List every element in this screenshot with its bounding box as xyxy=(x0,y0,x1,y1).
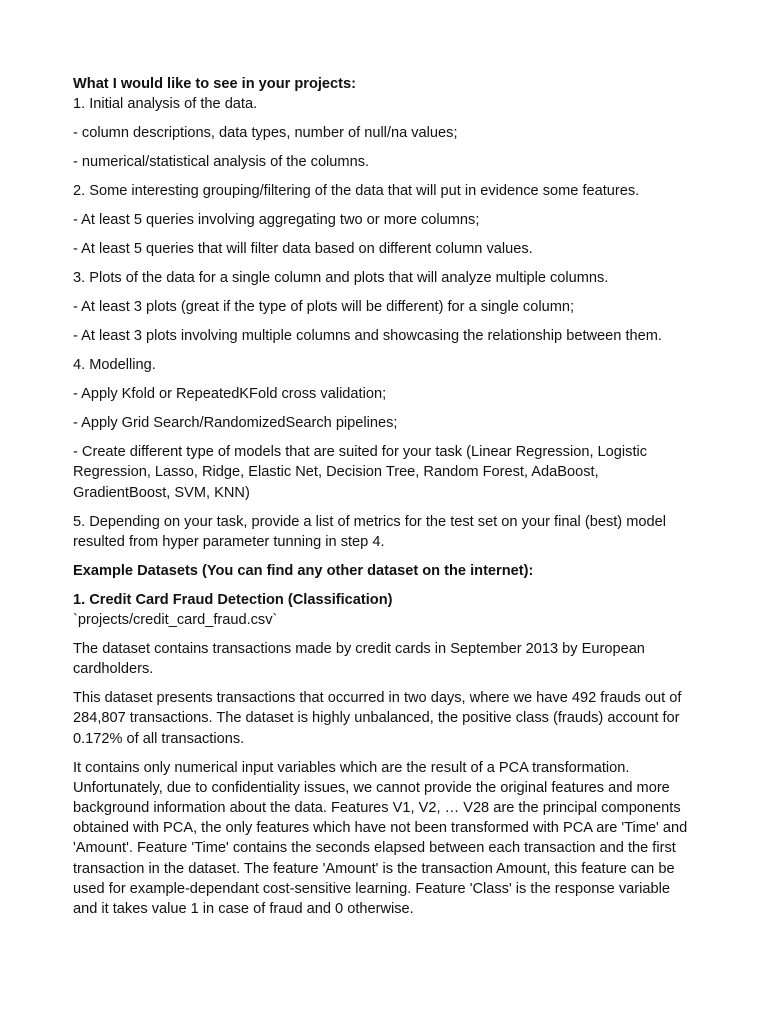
step-3-plots: 3. Plots of the data for a single column and plots that will analyze multiple columns. xyxy=(73,270,609,287)
dataset-1-title: 1. Credit Card Fraud Detection (Classification) xyxy=(73,591,393,608)
step-4-item-model-types: - Create different type of models that are suited for your task (Linear Regression, Logistic Regression, Lasso, Ridge, Elastic Net, Decision Tree, Random Forest, AdaBoost, GradientBoost, SVM, KNN) xyxy=(73,444,648,501)
step-2-grouping-filtering: 2. Some interesting grouping/filtering of the data that will put in evidence some features. xyxy=(73,183,640,200)
step-2-item-aggregating-queries: - At least 5 queries involving aggregating two or more columns; xyxy=(73,212,480,229)
step-5-metrics: 5. Depending on your task, provide a list of metrics for the test set on your final (best) model resulted from hyper parameter tunning in step 4. xyxy=(73,513,666,550)
step-2-item-filter-queries: - At least 5 queries that will filter data based on different column values. xyxy=(73,241,533,258)
datasets-heading: Example Datasets (You can find any other dataset on the internet): xyxy=(73,562,534,579)
step-4-item-grid-search: - Apply Grid Search/RandomizedSearch pipelines; xyxy=(73,415,398,432)
step-4-item-kfold: - Apply Kfold or RepeatedKFold cross validation; xyxy=(73,386,387,403)
document-page xyxy=(73,74,693,928)
dataset-1-paragraph: The dataset contains transactions made by credit cards in September 2013 by European cardholders. xyxy=(73,641,645,678)
step-3-item-multiple-column-plots: - At least 3 plots involving multiple columns and showcasing the relationship between them. xyxy=(73,328,662,345)
step-3-item-single-column-plots: - At least 3 plots (great if the type of plots will be different) for a single column; xyxy=(73,299,575,316)
step-1-item-column-descriptions: - column descriptions, data types, number of null/na values; xyxy=(73,125,458,142)
step-1-initial-analysis: 1. Initial analysis of the data. xyxy=(73,96,258,113)
step-1-item-statistical-analysis: - numerical/statistical analysis of the columns. xyxy=(73,154,370,171)
dataset-1-path: `projects/credit_card_fraud.csv` xyxy=(73,612,278,629)
step-4-modelling: 4. Modelling. xyxy=(73,357,156,374)
dataset-1-paragraph: This dataset presents transactions that occurred in two days, where we have 492 frauds out of 284,807 transactions. The dataset is highly unbalanced, the positive class (frauds) account for 0.172% of all transactions. xyxy=(73,690,682,747)
dataset-1-paragraph: It contains only numerical input variables which are the result of a PCA transformation. Unfortunately, due to confidentiality issues, we cannot provide the original features and more background information about the data. Features V1, V2, … V28 are the principal components obtained with PCA, the only features which have not been transformed with PCA are 'Time' and 'Amount'. Feature 'Time' contains the seconds elapsed between each transaction and the first transaction in the dataset. The feature 'Amount' is the transaction Amount, this feature can be used for example-dependant cost-sensitive learning. Feature 'Class' is the response variable and it takes value 1 in case of fraud and 0 otherwise. xyxy=(73,759,688,918)
projects-heading: What I would like to see in your projects: xyxy=(73,76,356,92)
